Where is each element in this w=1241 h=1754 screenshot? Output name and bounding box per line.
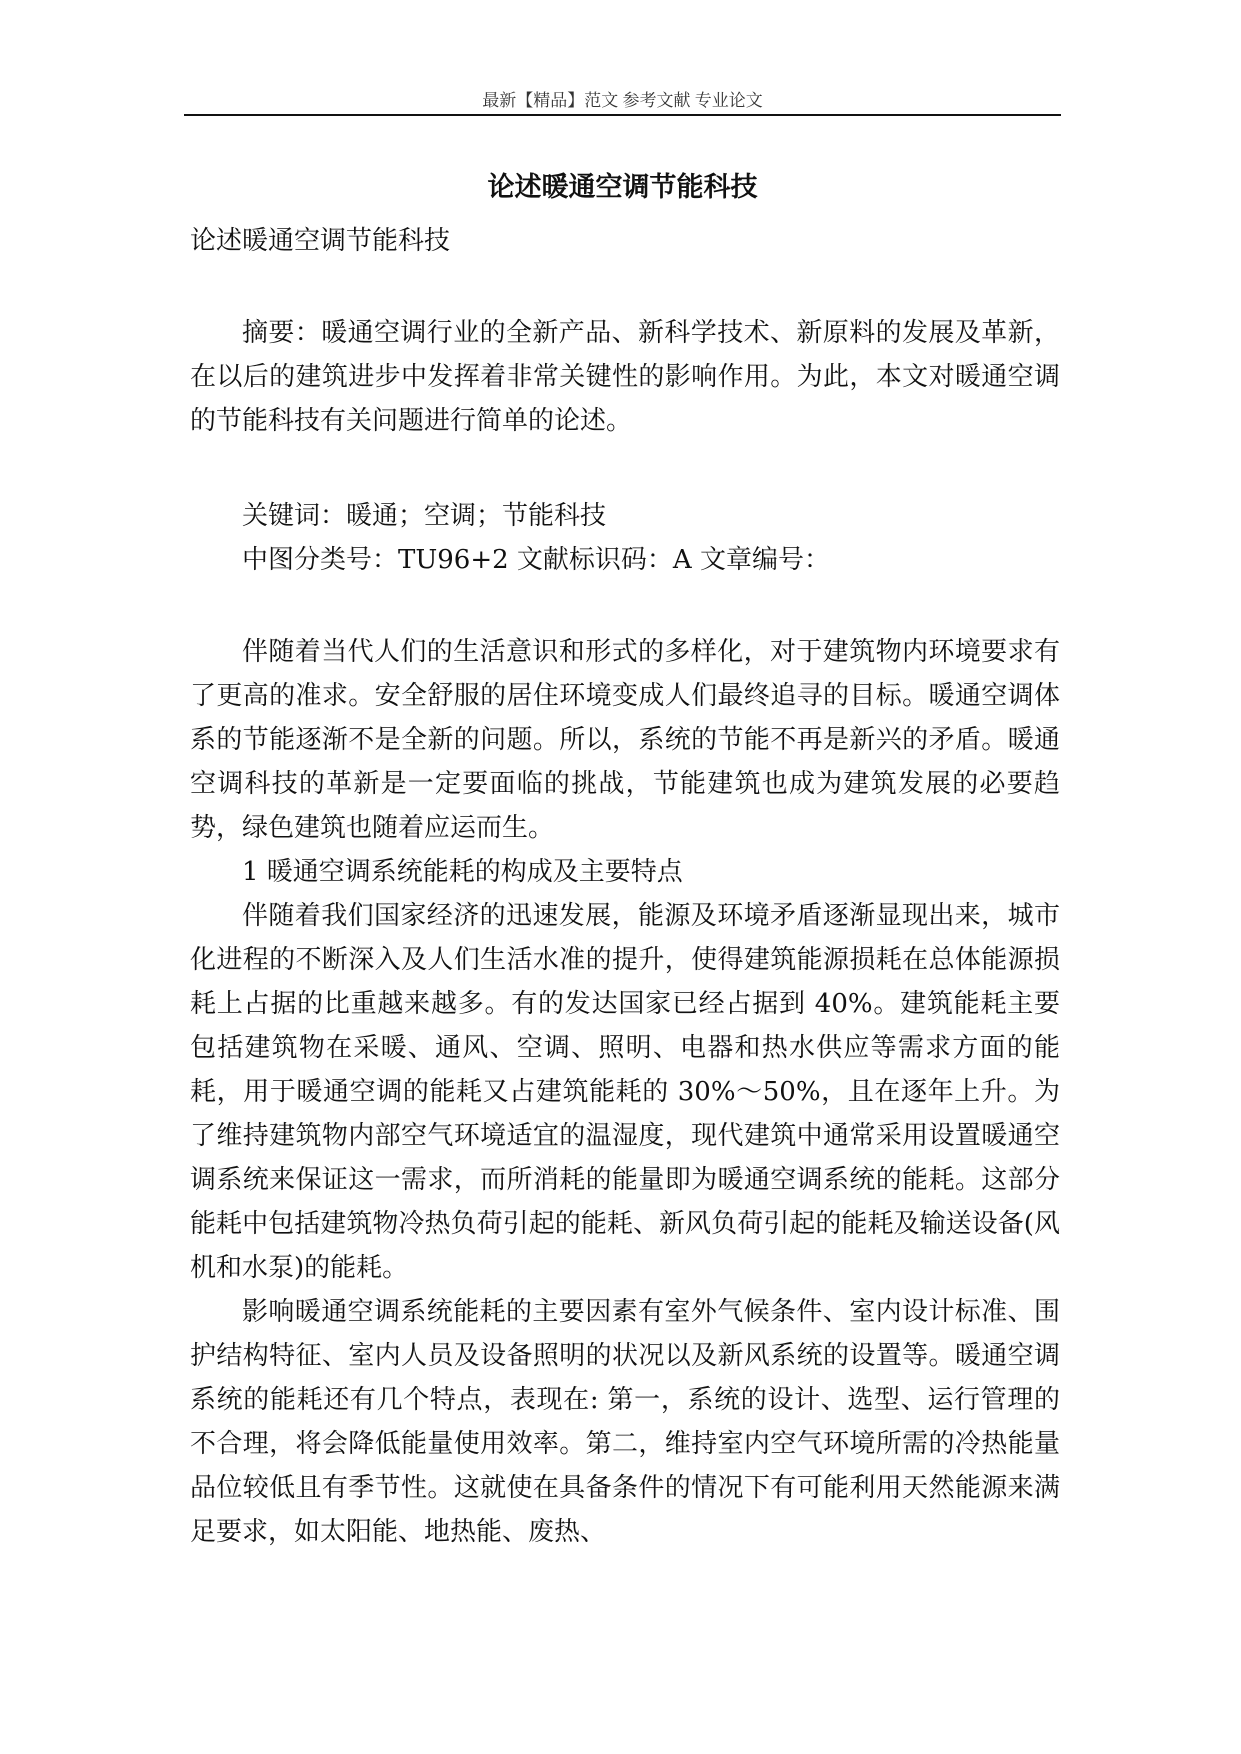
document-subtitle: 论述暖通空调节能科技 xyxy=(190,226,451,256)
document-title: 论述暖通空调节能科技 xyxy=(487,172,758,203)
intro-paragraph: 伴随着当代人们的生活意识和形式的多样化，对于建筑物内环境要求有了更高的准求。安全舒服的居住环境变成人们最终追寻的目标。暖通空调体系的节能逐渐不是全新的问题。所以，系统的节能不再是新兴的矛盾。暖通空调科技的革新是一定要面临的挑战，节能建筑也成为建筑发展的必要趋势，绿色建筑也随着应运而生。 xyxy=(190,637,1060,843)
keywords-line: 关键词：暖通；空调；节能科技 xyxy=(242,501,607,531)
section-heading: 1 暖通空调系统能耗的构成及主要特点 xyxy=(242,857,683,887)
body-paragraph: 伴随着我们国家经济的迅速发展，能源及环境矛盾逐渐显现出来，城市化进程的不断深入及人们生活水准的提升，使得建筑能源损耗在总体能源损耗上占据的比重越来越多。有的发达国家已经占据到 40%。建筑能耗主要包括建筑物在采暖、通风、空调、照明、电器和热水供应等需求方面的能耗，用于暖通空调的能耗又占建筑能耗的 30%～50%，且在逐年上升。为了维持建筑物内部空气环境适宜的温湿度，现代建筑中通常采用设置暖通空调系统来保证这一需求，而所消耗的能量即为暖通空调系统的能耗。这部分能耗中包括建筑物冷热负荷引起的能耗、新风负荷引起的能耗及输送设备(风机和水泵)的能耗。 xyxy=(190,901,1060,1283)
classification-line: 中图分类号：TU96+2 文献标识码：A 文章编号： xyxy=(242,545,830,575)
header-divider xyxy=(184,114,1061,116)
page-header: 最新【精品】范文 参考文献 专业论文 xyxy=(482,91,763,110)
body-paragraph: 影响暖通空调系统能耗的主要因素有室外气候条件、室内设计标准、围护结构特征、室内人员及设备照明的状况以及新风系统的设置等。暖通空调系统的能耗还有几个特点，表现在: 第一，系统的设计、选型、运行管理的不合理，将会降低能量使用效率。第二，维持室内空气环境所需的冷热能量品位较低且有季节性。这就使在具备条件的情况下有可能利用天然能源来满足要求，如太阳能、地热能、废热、 xyxy=(190,1297,1060,1547)
abstract-paragraph: 摘要：暖通空调行业的全新产品、新科学技术、新原料的发展及革新，在以后的建筑进步中发挥着非常关键性的影响作用。为此，本文对暖通空调的节能科技有关问题进行简单的论述。 xyxy=(190,318,1060,436)
